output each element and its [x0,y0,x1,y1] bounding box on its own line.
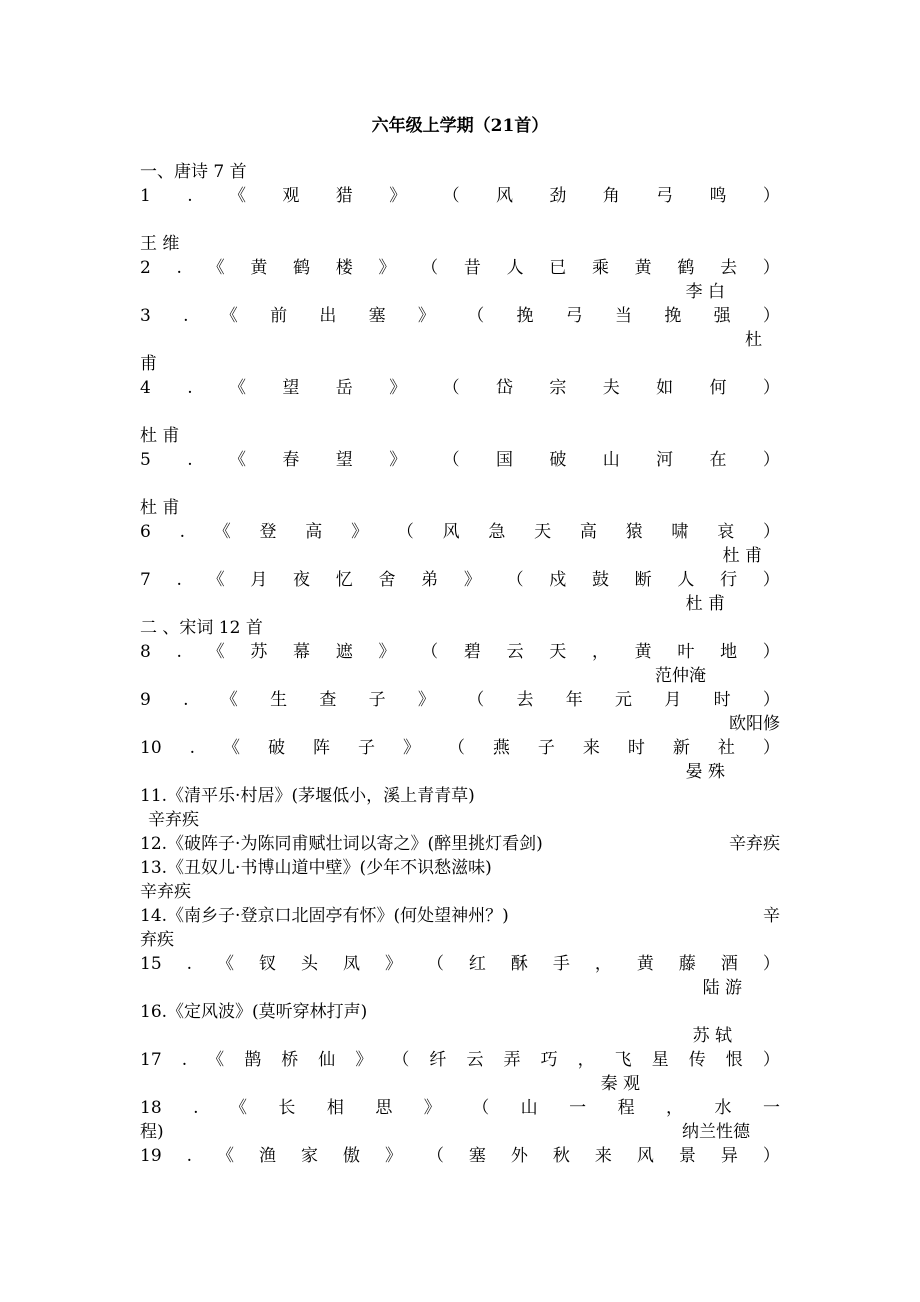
poem-line-4 [140,376,780,400]
poem-author: 陆 游 [702,978,742,998]
char: . [189,738,196,758]
poem-author: 杜 [745,330,762,350]
section-heading-song: 二 、宋词 12 首 [140,618,263,638]
char: ） [762,1050,780,1070]
char: 黄 [634,258,652,278]
char: 何 [709,378,727,398]
poem-author: 杜 甫 [685,594,725,614]
poem-author: 晏 殊 [685,762,725,782]
char: 家 [300,1146,318,1166]
char: 子 [368,690,386,710]
char: 相 [326,1098,344,1118]
char: 当 [615,306,633,326]
poem-author: 王 维 [140,234,180,254]
char: . [176,642,182,662]
char: 弓 [656,186,674,206]
char: 夜 [293,570,311,590]
char: . [179,522,185,542]
char: 碧 [463,642,481,662]
char: 》 [389,186,407,206]
char: 昔 [463,258,481,278]
char: （ [426,1146,444,1166]
char: ， [594,954,612,974]
char: 啸 [671,522,689,542]
char: 头 [300,954,318,974]
char: 叶 [677,642,695,662]
poem-line-12: 12.《破阵子·为陈同甫赋壮词以寄之》(醉里挑灯看剑) [140,834,543,854]
char: （ [442,450,460,470]
char: 仙 [318,1050,336,1070]
char: 桥 [281,1050,299,1070]
char: 傲 [342,1146,360,1166]
char: 社 [717,738,735,758]
char: 哀 [717,522,735,542]
char: 《 [207,642,225,662]
char: 生 [270,690,288,710]
char: 风 [636,1146,654,1166]
char: 1 [140,186,151,206]
char: ， [577,1050,595,1070]
char: 岱 [495,378,513,398]
char: 19 [140,1146,162,1166]
poem-line-13: 13.《丑奴儿·书博山道中壁》(少年不识愁滋味) [140,858,492,878]
char: ） [762,1146,780,1166]
char: 一 [762,1098,780,1118]
char: 去 [516,690,534,710]
poem-author: 甫 [140,354,157,374]
char: 》 [384,954,402,974]
char: 程 [617,1098,635,1118]
char: 鹤 [677,258,695,278]
char: 水 [714,1098,732,1118]
char: （ [442,186,460,206]
char: 来 [594,1146,612,1166]
char: 10 [140,738,162,758]
char: 》 [417,306,435,326]
poem-author: 辛弃疾 [148,810,199,830]
char: 山 [602,450,620,470]
poem-author: 程) [140,1122,164,1142]
char: 《 [217,1146,235,1166]
char: 人 [506,258,524,278]
char: . [183,306,189,326]
char: 角 [602,186,620,206]
char: 苏 [250,642,268,662]
char: 》 [355,1050,373,1070]
char: 黄 [634,642,652,662]
char: ， [666,1098,684,1118]
char: . [187,186,193,206]
char: 新 [672,738,690,758]
char: 《 [207,1050,225,1070]
poem-author: 辛 [763,906,780,926]
poem-line-3 [140,304,780,328]
char: （ [421,258,439,278]
char: 《 [229,186,247,206]
poem-line-7 [140,568,780,592]
poem-line-8 [140,640,780,664]
char: 藤 [678,954,696,974]
poem-line-14: 14.《南乡子·登京口北固亭有怀》(何处望神州？) [140,906,509,926]
char: 燕 [492,738,510,758]
poem-author: 辛弃疾 [729,834,780,854]
poem-author: 杜 甫 [140,498,180,518]
char: 一 [569,1098,587,1118]
char: 》 [417,690,435,710]
char: 《 [207,570,225,590]
char: 楼 [335,258,353,278]
char: （ [467,690,485,710]
char: 酥 [510,954,528,974]
char: 外 [510,1146,528,1166]
char: 挽 [664,306,682,326]
char: 忆 [335,570,353,590]
char: 8 [140,642,151,662]
char: ） [762,690,780,710]
char: 5 [140,450,151,470]
char: ） [762,306,780,326]
char: （ [396,522,414,542]
page-title: 六年级上学期（21首） [371,116,549,136]
char: 月 [664,690,682,710]
char: 长 [278,1098,296,1118]
char: 鹤 [293,258,311,278]
char: 月 [250,570,268,590]
char: . [176,258,182,278]
char: 舍 [378,570,396,590]
poem-line-9 [140,688,780,712]
char: 风 [442,522,460,542]
char: 秋 [552,1146,570,1166]
char: 》 [402,738,420,758]
char: 弄 [503,1050,521,1070]
char: 》 [351,522,369,542]
char: 《 [229,378,247,398]
char: 黄 [636,954,654,974]
char: 《 [207,258,225,278]
char: 弟 [421,570,439,590]
char: 元 [615,690,633,710]
char: （ [392,1050,410,1070]
poem-line-6 [140,520,780,544]
char: （ [442,378,460,398]
char: 《 [229,450,247,470]
char: 高 [579,522,597,542]
poem-line-2 [140,256,780,280]
char: 山 [520,1098,538,1118]
char: 挽 [516,306,534,326]
char: 猎 [335,186,353,206]
char: 时 [713,690,731,710]
char: 酒 [720,954,738,974]
poem-author: 秦 观 [600,1074,640,1094]
char: 行 [720,570,738,590]
char: 去 [720,258,738,278]
char: 》 [423,1098,441,1118]
char: ） [762,450,780,470]
poem-line-19 [140,1144,780,1168]
poem-author: 李 白 [685,282,725,302]
char: 云 [466,1050,484,1070]
char: 天 [534,522,552,542]
char: 7 [140,570,151,590]
char: ） [762,570,780,590]
char: 子 [537,738,555,758]
char: （ [506,570,524,590]
char: 宗 [549,378,567,398]
char: ） [762,258,780,278]
poem-line-18 [140,1096,780,1120]
char: . [187,378,193,398]
char: 黄 [250,258,268,278]
char: 弓 [565,306,583,326]
char: 来 [582,738,600,758]
char: 星 [651,1050,669,1070]
char: . [186,1146,193,1166]
char: ） [762,378,780,398]
char: 子 [357,738,375,758]
char: 》 [463,570,481,590]
char: 劲 [549,186,567,206]
char: 在 [709,450,727,470]
char: 遮 [335,642,353,662]
poem-author: 辛弃疾 [140,882,191,902]
char: 》 [384,1146,402,1166]
char: 如 [656,378,674,398]
char: 塞 [468,1146,486,1166]
char: 戍 [549,570,567,590]
char: 传 [688,1050,706,1070]
poem-line-5 [140,448,780,472]
poem-author: 欧阳修 [729,714,780,734]
char: 》 [378,258,396,278]
char: 《 [220,690,238,710]
char: （ [447,738,465,758]
char: . [183,690,189,710]
char: 鸣 [709,186,727,206]
char: 强 [713,306,731,326]
char: 出 [319,306,337,326]
char: （ [426,954,444,974]
char: 前 [270,306,288,326]
char: （ [421,642,439,662]
char: 破 [268,738,285,758]
char: 断 [634,570,652,590]
char: 查 [319,690,337,710]
char: 》 [389,450,407,470]
char: ， [591,642,609,662]
char: 天 [549,642,567,662]
char: 钗 [259,954,276,974]
char: . [193,1098,199,1118]
char: 国 [495,450,513,470]
char: 乘 [591,258,609,278]
char: 凤 [342,954,360,974]
char: . [176,570,182,590]
char: 2 [140,258,151,278]
char: 4 [140,378,151,398]
char: 9 [140,690,151,710]
char: 《 [223,738,241,758]
char: 》 [389,378,407,398]
char: 阵 [312,738,330,758]
char: 幕 [293,642,311,662]
poem-author: 杜 甫 [722,546,762,566]
char: . [181,1050,188,1070]
char: 鹊 [244,1050,262,1070]
poem-author: 苏 轼 [692,1026,732,1046]
char: ） [762,522,780,542]
char: 《 [220,306,238,326]
char: 景 [678,1146,696,1166]
char: 15 [140,954,162,974]
char: 18 [140,1098,162,1118]
char: 地 [720,642,738,662]
char: 猿 [625,522,643,542]
char: 手 [552,954,570,974]
char: 塞 [368,306,386,326]
char: 观 [282,186,300,206]
char: 《 [229,1098,247,1118]
char: 年 [565,690,583,710]
char: 《 [217,954,235,974]
char: 红 [468,954,486,974]
char: 高 [305,522,323,542]
char: 云 [506,642,524,662]
char: 鼓 [591,570,609,590]
char: 恨 [725,1050,743,1070]
char: 17 [140,1050,162,1070]
poem-line-17 [140,1048,780,1072]
char: （ [467,306,485,326]
char: 6 [140,522,151,542]
char: ） [762,954,780,974]
poem-line-15 [140,952,780,976]
char: 风 [495,186,513,206]
char: 飞 [614,1050,632,1070]
char: ） [762,642,780,662]
char: 望 [335,450,353,470]
char: 纤 [429,1050,447,1070]
char: 异 [720,1146,738,1166]
char: 望 [282,378,300,398]
char: 渔 [259,1146,276,1166]
char: . [186,954,193,974]
char: 登 [259,522,277,542]
section-heading-tang: 一、唐诗 7 首 [140,162,247,182]
poem-author: 杜 甫 [140,426,180,446]
char: 人 [677,570,695,590]
char: 急 [488,522,506,542]
char: ） [762,738,780,758]
poem-line-16: 16.《定风波》(莫听穿林打声) [140,1002,368,1022]
char: . [187,450,193,470]
char: 破 [549,450,567,470]
char: 河 [656,450,674,470]
char: 思 [375,1098,393,1118]
char: 夫 [602,378,620,398]
char: 岳 [335,378,353,398]
poem-line-1 [140,184,780,208]
char: ） [762,186,780,206]
char: 巧 [540,1050,558,1070]
char: 春 [282,450,300,470]
poem-line-10 [140,736,780,760]
char: 3 [140,306,151,326]
char: （ [472,1098,490,1118]
poem-author: 弃疾 [140,930,174,950]
poem-author: 范仲淹 [655,666,706,686]
char: 《 [213,522,231,542]
poem-author: 纳兰性德 [682,1122,750,1142]
poem-line-11: 11.《清平乐·村居》(茅堰低小，溪上青青草) [140,786,475,806]
char: 时 [627,738,645,758]
char: 》 [378,642,396,662]
char: 已 [549,258,567,278]
